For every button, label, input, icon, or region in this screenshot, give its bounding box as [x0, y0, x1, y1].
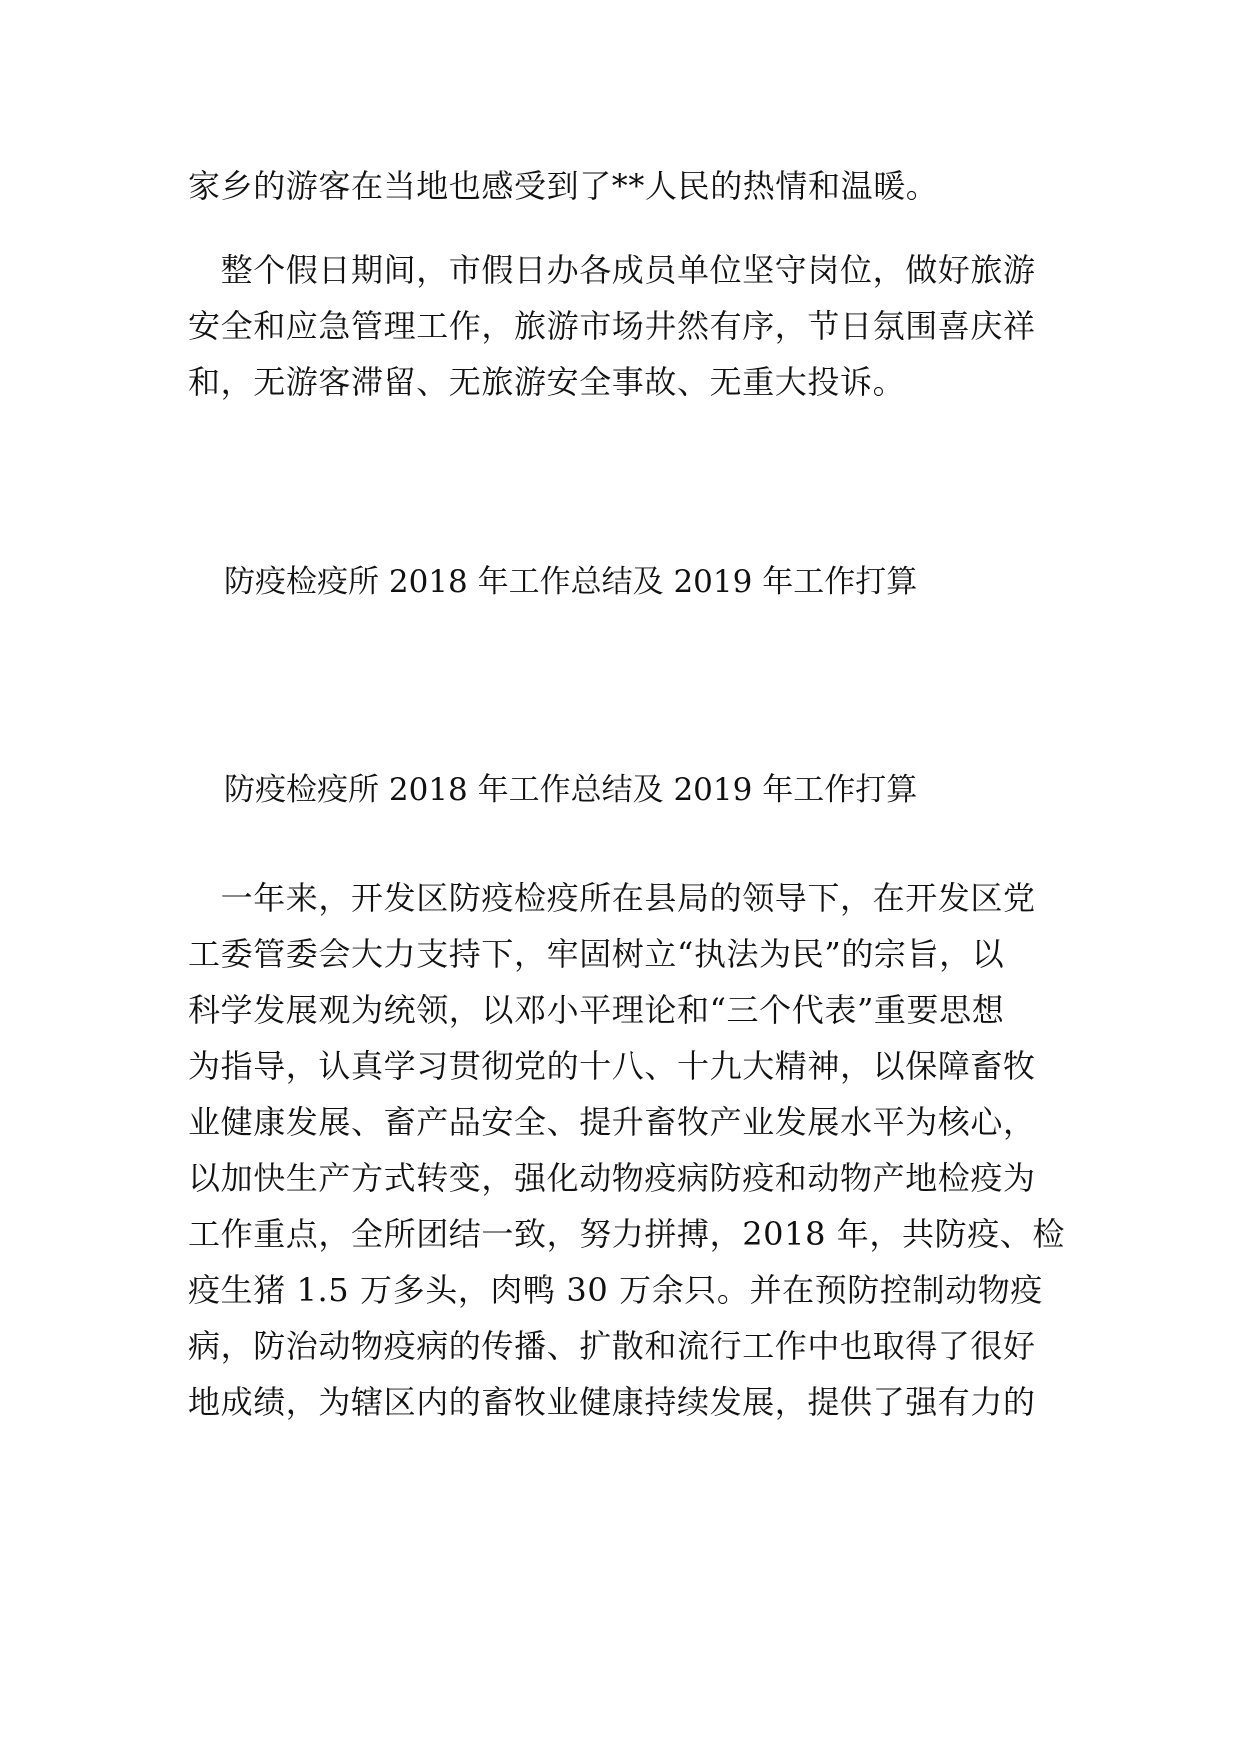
paragraph-3-line-4: 为指导，认真学习贯彻党的十八、十九大精神，以保障畜牧 — [188, 1047, 1036, 1085]
paragraph-3-line-3: 科学发展观为统领，以邓小平理论和“三个代表”重要思想 — [188, 991, 1005, 1029]
paragraph-3-line-9: 病，防治动物疫病的传播、扩散和流行工作中也取得了很好 — [188, 1327, 1036, 1365]
paragraph-3-line-8: 疫生猪 1.5 万多头，肉鸭 30 万余只。并在预防控制动物疫 — [188, 1271, 1043, 1309]
section-heading-2: 防疫检疫所 2018 年工作总结及 2019 年工作打算 — [224, 772, 918, 808]
paragraph-2-line-1: 整个假日期间，市假日办各成员单位坚守岗位，做好旅游 — [188, 251, 1036, 289]
paragraph-3-line-1: 一年来，开发区防疫检疫所在县局的领导下，在开发区党 — [188, 879, 1036, 917]
paragraph-3-line-5: 业健康发展、畜产品安全、提升畜牧产业发展水平为核心， — [188, 1103, 1036, 1141]
section-heading-1: 防疫检疫所 2018 年工作总结及 2019 年工作打算 — [224, 564, 918, 600]
paragraph-3-line-7: 工作重点，全所团结一致，努力拼搏，2018 年，共防疫、检 — [188, 1215, 1066, 1253]
paragraph-3-line-6: 以加快生产方式转变，强化动物疫病防疫和动物产地检疫为 — [188, 1159, 1036, 1197]
paragraph-3-line-2: 工委管委会大力支持下，牢固树立“执法为民”的宗旨，以 — [188, 935, 1005, 973]
paragraph-3-line-10: 地成绩，为辖区内的畜牧业健康持续发展，提供了强有力的 — [188, 1383, 1036, 1421]
paragraph-2-line-2: 安全和应急管理工作，旅游市场井然有序，节日氛围喜庆祥 — [188, 307, 1036, 345]
paragraph-1-line-1: 家乡的游客在当地也感受到了**人民的热情和温暖。 — [188, 167, 939, 205]
paragraph-2-line-3: 和，无游客滞留、无旅游安全事故、无重大投诉。 — [188, 363, 906, 401]
